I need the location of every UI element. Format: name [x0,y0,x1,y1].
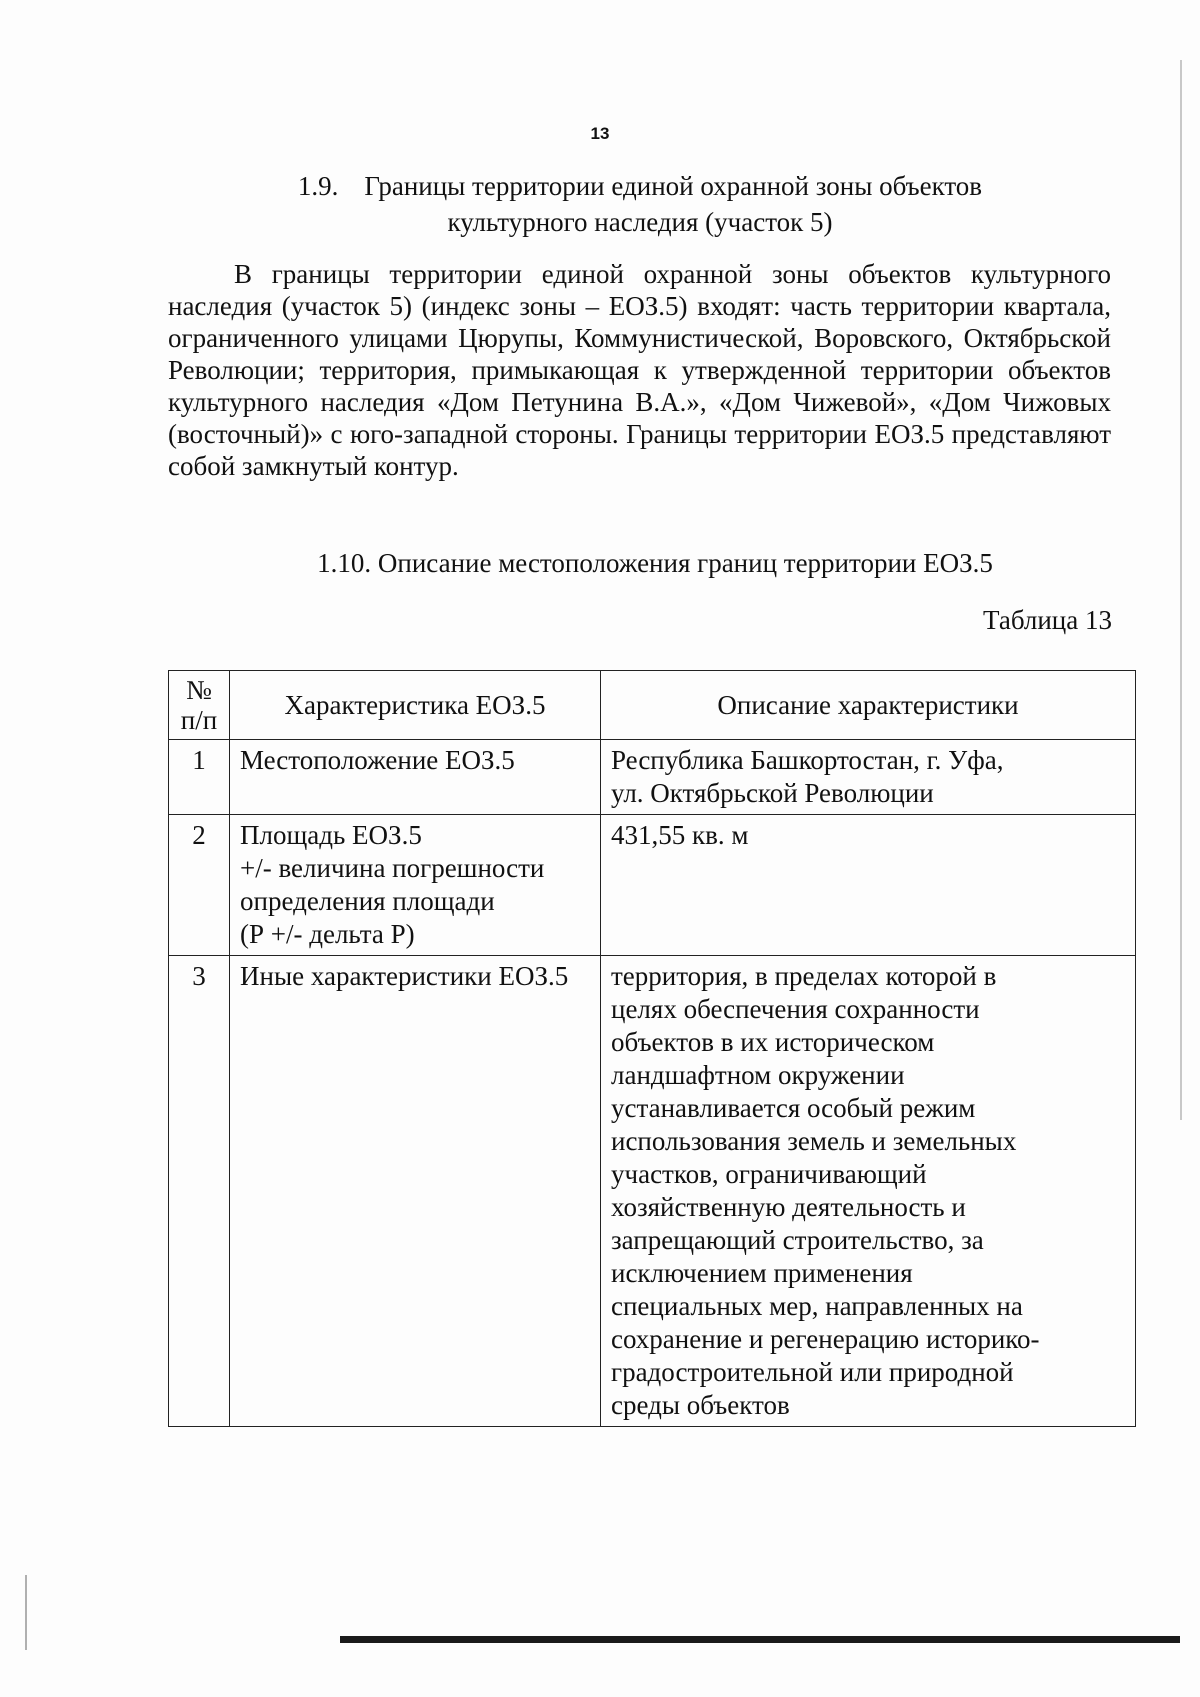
characteristic-line: Площадь ЕОЗ.5 [240,820,422,850]
row-number: 3 [169,956,230,1427]
section-title [240,168,1040,240]
characteristics-table [168,670,1136,1427]
scan-edge-line-right [1180,60,1182,1120]
description-line: участков, ограничивающий [611,1159,927,1189]
subsection-title: 1.10. Описание местоположения границ территории ЕОЗ.5 [317,548,993,578]
description-line: Республика Башкортостан, г. Уфа, [611,745,1004,775]
description-line: территория, в пределах которой в [611,961,997,991]
section-title-text-1: Границы территории единой охранной зоны объектов [364,171,983,201]
description-line: сохранение и регенерацию историко- [611,1324,1040,1354]
characteristic-line: определения площади [240,886,495,916]
row-description [601,740,1136,815]
description-line: ул. Октябрьской Революции [611,778,934,808]
section-number: 1.9. [297,171,339,201]
table-header-row [169,671,1136,740]
scan-edge-line-left [25,1575,27,1650]
page-number: 13 [590,124,610,143]
description-line: специальных мер, направленных на [611,1291,1023,1321]
table-caption: Таблица 13 [983,605,1112,635]
description-line: ландшафтном окружении [611,1060,905,1090]
row-number: 2 [169,815,230,956]
footer-rule [340,1636,1180,1643]
section-title-line-1 [240,168,1040,204]
header-number [169,671,230,740]
description-line: исключением применения [611,1258,913,1288]
row-description [601,956,1136,1427]
description-line: целях обеспечения сохранности [611,994,980,1024]
description-line: устанавливается особый режим [611,1093,976,1123]
description-line: запрещающий строительство, за [611,1225,984,1255]
table-row [169,815,1136,956]
characteristic-line: Местоположение ЕОЗ.5 [240,745,515,775]
description-line: среды объектов [611,1390,790,1420]
row-number: 1 [169,740,230,815]
description-line: объектов в их историческом [611,1027,935,1057]
characteristic-line: (Р +/- дельта Р) [240,919,415,949]
header-characteristic: Характеристика ЕОЗ.5 [230,671,601,740]
table-row [169,956,1136,1427]
table-row [169,740,1136,815]
row-description [601,815,1136,956]
description-line: хозяйственную деятельность и [611,1192,966,1222]
header-number-line-2: п/п [180,705,218,735]
description-line: использования земель и земельных [611,1126,1017,1156]
row-characteristic [230,815,601,956]
characteristic-line: +/- величина погрешности [240,853,545,883]
row-characteristic [230,740,601,815]
body-paragraph: В границы территории единой охранной зоны объектов культурного наследия (участок 5) (индекс зоны – ЕОЗ.5) входят: часть территории квартала, ограниченного улицами Цюрупы, Коммунистической, Воровского, Октябрьской Революции; территория, примыкающая к утвержденной территории объектов культурного наследия «Дом Петунина В.А.», «Дом Чижевой», «Дом Чижовых (восточный)» с юго-западной стороны. Границы территории ЕОЗ.5 представляют собой замкнутый контур. [168,259,1111,481]
description-line: 431,55 кв. м [611,820,749,850]
row-characteristic [230,956,601,1427]
characteristic-line: Иные характеристики ЕОЗ.5 [240,961,569,991]
section-title-line-2: культурного наследия (участок 5) [447,207,833,237]
header-description: Описание характеристики [601,671,1136,740]
description-line: градостроительной или природной [611,1357,1014,1387]
header-number-line-1: № [186,675,212,705]
